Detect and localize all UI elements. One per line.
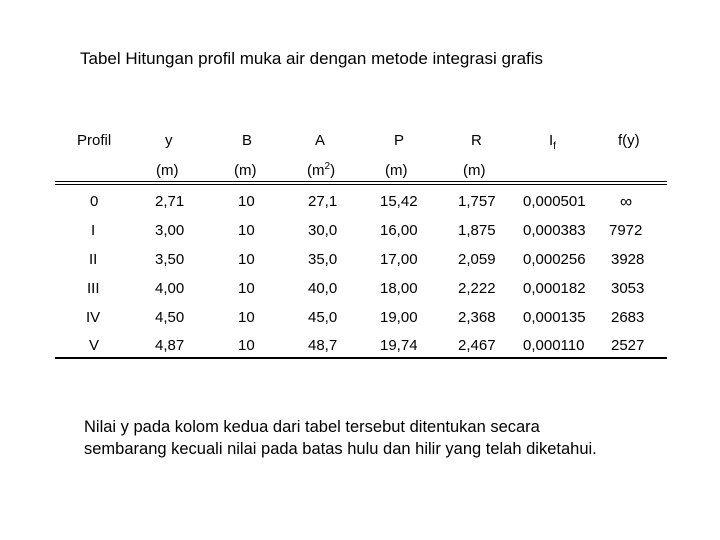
profile-table bbox=[55, 126, 667, 360]
header-p: P bbox=[394, 132, 405, 149]
cell-if: 0,000182 bbox=[523, 280, 586, 297]
cell-p: 15,42 bbox=[380, 193, 418, 210]
table-row bbox=[55, 305, 667, 331]
cell-p: 18,00 bbox=[380, 280, 418, 297]
cell-profil: V bbox=[89, 337, 100, 354]
cell-r: 1,875 bbox=[458, 222, 496, 239]
cell-a: 45,0 bbox=[308, 309, 338, 326]
cell-b: 10 bbox=[238, 222, 255, 239]
cell-fy: 3053 bbox=[611, 280, 645, 297]
cell-a: 27,1 bbox=[308, 193, 338, 210]
cell-if: 0,000135 bbox=[523, 309, 586, 326]
cell-profil: I bbox=[91, 222, 96, 239]
unit-r: (m) bbox=[463, 162, 486, 179]
cell-profil: III bbox=[87, 280, 100, 297]
header-rule-bottom bbox=[55, 184, 667, 185]
cell-r: 1,757 bbox=[458, 193, 496, 210]
header-profil: Profil bbox=[77, 132, 112, 149]
cell-fy: 2683 bbox=[611, 309, 645, 326]
cell-fy: 2527 bbox=[611, 337, 645, 354]
cell-profil: 0 bbox=[90, 193, 99, 210]
unit-b: (m) bbox=[234, 162, 257, 179]
cell-r: 2,467 bbox=[458, 337, 496, 354]
cell-a: 30,0 bbox=[308, 222, 338, 239]
table-row bbox=[55, 189, 667, 215]
cell-y: 2,71 bbox=[155, 193, 185, 210]
unit-a: $(m^2)$ bbox=[307, 161, 336, 179]
footnote-line-2: sembarang kecuali nilai pada batas hulu dan hilir yang telah diketahui. bbox=[84, 440, 597, 458]
header-b: B bbox=[242, 132, 253, 149]
cell-profil: IV bbox=[86, 309, 101, 326]
cell-p: 17,00 bbox=[380, 251, 418, 268]
unit-p: (m) bbox=[385, 162, 408, 179]
cell-a: 35,0 bbox=[308, 251, 338, 268]
cell-y: 4,50 bbox=[155, 309, 185, 326]
cell-r: 2,368 bbox=[458, 309, 496, 326]
cell-p: 19,00 bbox=[380, 309, 418, 326]
header-y: y bbox=[165, 132, 173, 149]
cell-fy: 7972 bbox=[609, 222, 643, 239]
cell-y: 4,00 bbox=[155, 280, 185, 297]
header-r: R bbox=[471, 132, 482, 149]
cell-r: 2,059 bbox=[458, 251, 496, 268]
cell-fy: ∞ bbox=[620, 192, 633, 211]
page-title: Tabel Hitungan profil muka air dengan metode integrasi grafis bbox=[80, 49, 544, 68]
cell-b: 10 bbox=[238, 280, 255, 297]
header-a: A bbox=[315, 132, 326, 149]
cell-if: 0,000501 bbox=[523, 193, 586, 210]
footnote bbox=[84, 416, 684, 460]
table-row bbox=[55, 247, 667, 273]
cell-if: 0,000383 bbox=[523, 222, 586, 239]
cell-if: 0,000256 bbox=[523, 251, 586, 268]
footnote-line-1: Nilai y pada kolom kedua dari tabel tersebut ditentukan secara bbox=[84, 418, 540, 436]
cell-r: 2,222 bbox=[458, 280, 496, 297]
cell-b: 10 bbox=[238, 309, 255, 326]
table-row bbox=[55, 218, 667, 244]
cell-profil: II bbox=[89, 251, 98, 268]
cell-p: 16,00 bbox=[380, 222, 418, 239]
cell-b: 10 bbox=[238, 337, 255, 354]
table-header-row bbox=[55, 128, 667, 154]
cell-fy: 3928 bbox=[611, 251, 645, 268]
cell-b: 10 bbox=[238, 251, 255, 268]
table-row bbox=[55, 276, 667, 302]
header-fy: f(y) bbox=[618, 132, 640, 149]
cell-if: 0,000110 bbox=[523, 337, 585, 354]
cell-a: 48,7 bbox=[308, 337, 338, 354]
unit-y: (m) bbox=[156, 162, 179, 179]
header-rule-top bbox=[55, 181, 667, 182]
table-bottom-rule bbox=[55, 357, 667, 359]
cell-y: 3,50 bbox=[155, 251, 185, 268]
header-if: $I_f$ bbox=[549, 132, 556, 152]
cell-y: 3,00 bbox=[155, 222, 185, 239]
cell-b: 10 bbox=[238, 193, 255, 210]
cell-a: 40,0 bbox=[308, 280, 338, 297]
table-row bbox=[55, 333, 667, 359]
cell-y: 4,87 bbox=[155, 337, 185, 354]
cell-p: 19,74 bbox=[380, 337, 418, 354]
